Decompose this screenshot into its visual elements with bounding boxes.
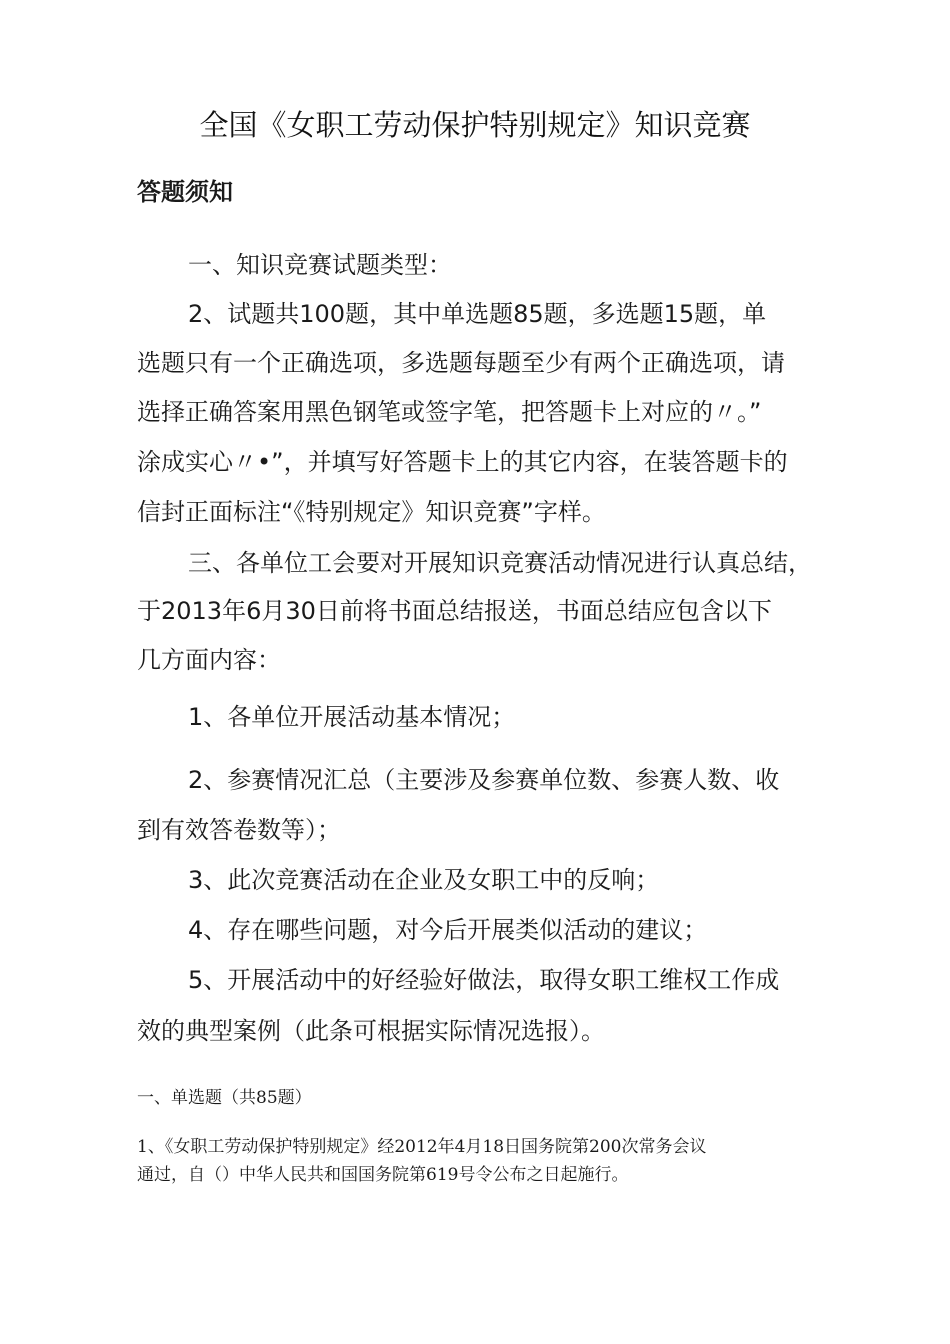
body-line: 3、此次竞赛活动在企业及女职工中的反响； bbox=[188, 866, 660, 894]
body-line: 效的典型案例（此条可根据实际情况选报）。 bbox=[137, 1017, 605, 1045]
question-line: 通过，自（）中华人民共和国国务院第619号令公布之日起施行。 bbox=[137, 1165, 629, 1185]
instructions-heading: 答题须知 bbox=[137, 178, 233, 206]
question-line: 1、《女职工劳动保护特别规定》经2012年4月18日国务院第200次常务会议 bbox=[137, 1137, 707, 1157]
body-line: 4、存在哪些问题，对今后开展类似活动的建议； bbox=[188, 916, 708, 944]
body-line: 1、各单位开展活动基本情况； bbox=[188, 703, 516, 731]
body-line: 5、开展活动中的好经验好做法，取得女职工维权工作成 bbox=[188, 966, 780, 994]
body-line: 选题只有一个正确选项，多选题每题至少有两个正确选项，请 bbox=[137, 349, 785, 377]
body-line: 到有效答卷数等）； bbox=[137, 816, 341, 844]
section-heading: 一、单选题（共85题） bbox=[137, 1088, 312, 1108]
body-line: 三、各单位工会要对开展知识竞赛活动情况进行认真总结， bbox=[188, 549, 812, 577]
body-line: 几方面内容： bbox=[137, 646, 281, 674]
body-line: 2、试题共100题，其中单选题85题，多选题15题，单 bbox=[188, 300, 767, 328]
document-title: 全国《女职工劳动保护特别规定》知识竞赛 bbox=[199, 108, 751, 142]
body-line: 涂成实心〃•”，并填写好答题卡上的其它内容，在装答题卡的 bbox=[137, 448, 788, 476]
body-line: 于2013年6月30日前将书面总结报送，书面总结应包含以下 bbox=[137, 597, 772, 625]
body-line: 信封正面标注“《特别规定》知识竞赛”字样。 bbox=[137, 498, 606, 526]
body-line: 2、参赛情况汇总（主要涉及参赛单位数、参赛人数、收 bbox=[188, 766, 780, 794]
body-line: 选择正确答案用黑色钢笔或签字笔，把答题卡上对应的〃。” bbox=[137, 398, 762, 426]
body-line: 一、知识竞赛试题类型： bbox=[188, 251, 452, 279]
